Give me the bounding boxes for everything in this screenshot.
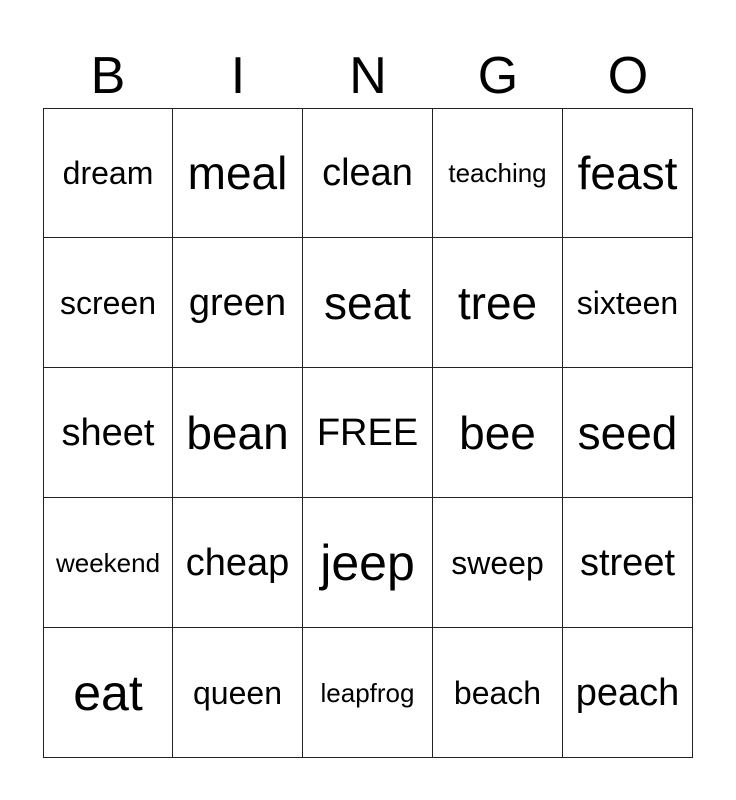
bingo-cell[interactable]: sheet	[43, 368, 173, 498]
header-letter-g: G	[477, 47, 519, 105]
bingo-cell[interactable]: sixteen	[563, 238, 693, 368]
free-space[interactable]: FREE	[303, 368, 433, 498]
bingo-cell[interactable]: street	[563, 498, 693, 628]
bingo-cell[interactable]: green	[173, 238, 303, 368]
bingo-cell[interactable]: beach	[433, 628, 563, 758]
header-letter-i: I	[230, 47, 246, 105]
bingo-cell[interactable]: teaching	[433, 108, 563, 238]
bingo-cell[interactable]: seat	[303, 238, 433, 368]
bingo-cell[interactable]: peach	[563, 628, 693, 758]
header-letter-n: N	[349, 47, 387, 105]
bingo-cell[interactable]: bee	[433, 368, 563, 498]
bingo-cell[interactable]: cheap	[173, 498, 303, 628]
bingo-header	[43, 40, 693, 108]
bingo-cell[interactable]: bean	[173, 368, 303, 498]
bingo-cell[interactable]: jeep	[303, 498, 433, 628]
bingo-board	[43, 108, 693, 758]
bingo-cell[interactable]: eat	[43, 628, 173, 758]
bingo-cell[interactable]: dream	[43, 108, 173, 238]
bingo-cell[interactable]: seed	[563, 368, 693, 498]
bingo-cell[interactable]: meal	[173, 108, 303, 238]
bingo-cell[interactable]: weekend	[43, 498, 173, 628]
header-letter-o: O	[607, 47, 649, 105]
bingo-cell[interactable]: screen	[43, 238, 173, 368]
header-letter-b: B	[90, 47, 126, 105]
bingo-cell[interactable]: clean	[303, 108, 433, 238]
bingo-cell[interactable]: tree	[433, 238, 563, 368]
bingo-cell[interactable]: leapfrog	[303, 628, 433, 758]
bingo-cell[interactable]: sweep	[433, 498, 563, 628]
bingo-cell[interactable]: queen	[173, 628, 303, 758]
bingo-cell[interactable]: feast	[563, 108, 693, 238]
